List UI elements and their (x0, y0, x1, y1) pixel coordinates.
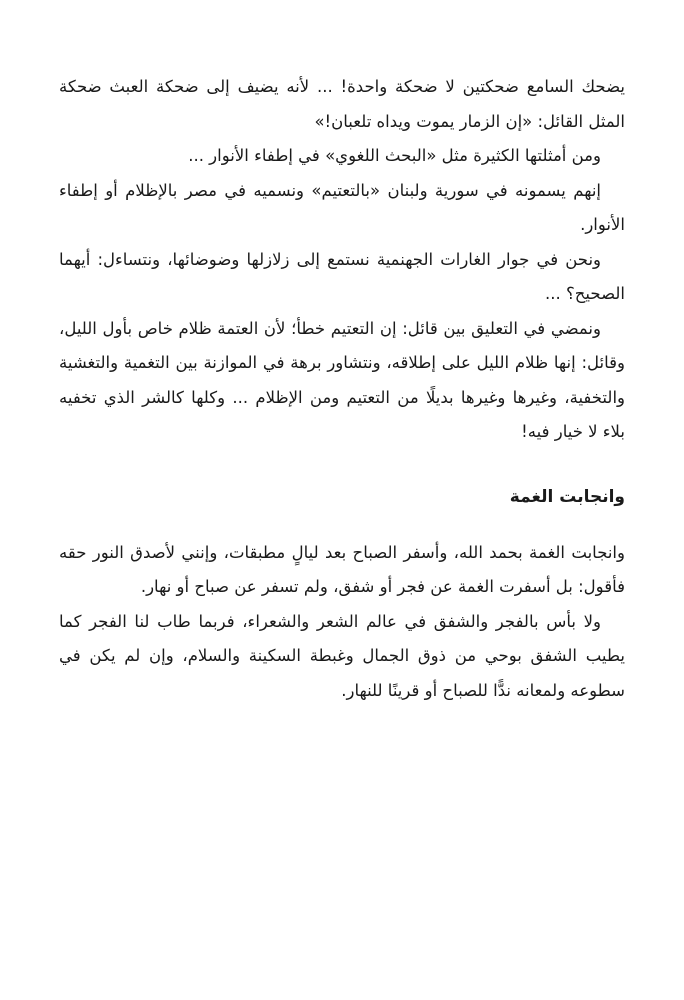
section-2 (59, 536, 625, 709)
paragraph-2: ومن أمثلتها الكثيرة مثل «البحث اللغوي» في إطفاء الأنوار ... (188, 146, 601, 165)
paragraph-7: ولا بأس بالفجر والشفق في عالم الشعر والشعراء، فربما طاب لنا الفجر كما يطيب الشفق بوحي من ذوق الجمال وغبطة السكينة والسلام، وإن لم يكن في سطوعه ولمعانه ندًّا للصباح أو قرينًا للنهار. (59, 611, 625, 700)
section-1 (59, 70, 625, 450)
paragraph-6: وانجابت الغمة بحمد الله، وأسفر الصباح بعد ليالٍ مطبقات، وإنني لأصدق النور حقه فأقول: بل أسفرت الغمة عن فجر أو شفق، ولم تسفر عن صباح أو نهار. (59, 542, 625, 596)
paragraph-5: ونمضي في التعليق بين قائل: إن التعتيم خطأ؛ لأن العتمة ظلام خاص بأول الليل، وقائل: إنها ظلام الليل على إطلاقه، ونتشاور برهة في الموازنة بين التغمية والتغشية والتخفية، وغيرها وغيرها بديلًا من التعتيم ومن الإظلام ... وكلها كالشر الذي تخفيه بلاء لا خيار فيه! (59, 318, 625, 441)
paragraph-3: إنهم يسمونه في سورية ولبنان «بالتعتيم» ونسميه في مصر بالإظلام أو إطفاء الأنوار. (59, 180, 625, 234)
paragraph-4: ونحن في جوار الغارات الجهنمية نستمع إلى زلازلها وضوضائها، ونتساءل: أيهما الصحيح؟ ... (59, 249, 625, 303)
paragraph-1: يضحك السامع ضحكتين لا ضحكة واحدة! ... لأنه يضيف إلى ضحكة العبث ضحكة المثل القائل: «إن الزمار يموت ويداه تلعبان!» (59, 77, 625, 131)
page-content (59, 70, 625, 708)
section-heading: وانجابت الغمة (509, 486, 625, 507)
